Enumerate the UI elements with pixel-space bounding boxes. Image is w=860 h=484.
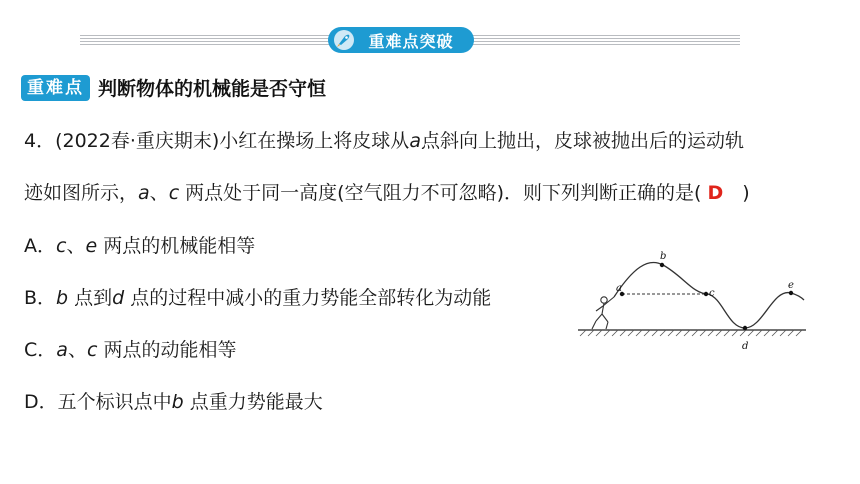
point-d-label: d bbox=[742, 341, 749, 352]
topic-heading bbox=[21, 74, 326, 101]
point-b-label: b bbox=[660, 251, 667, 262]
question-line-1: 4．(2022春·重庆期末)小红在操场上将皮球从a点斜向上抛出，皮球被抛出后的运动轨 bbox=[24, 130, 744, 152]
topic-tag: 重难点 bbox=[21, 75, 90, 101]
option-b: B．b 点到d 点的过程中减小的重力势能全部转化为动能 bbox=[24, 287, 492, 309]
point-e-dot bbox=[789, 291, 793, 295]
point-c-dot bbox=[704, 292, 708, 296]
point-c-label: c bbox=[709, 288, 715, 299]
ground-hatching bbox=[580, 330, 802, 336]
answer-mark: D bbox=[707, 182, 724, 204]
point-b-dot bbox=[660, 263, 664, 267]
topic-title: 判断物体的机械能是否守恒 bbox=[98, 78, 327, 100]
option-a: A．c、e 两点的机械能相等 bbox=[24, 235, 256, 257]
question-line-2: 迹如图所示，a、c 两点处于同一高度(空气阻力不可忽略)．则下列判断正确的是( D ) bbox=[24, 182, 750, 204]
thrower-figure bbox=[592, 297, 614, 329]
trajectory-figure bbox=[578, 248, 806, 358]
section-title: 重难点突破 bbox=[368, 31, 454, 51]
section-badge bbox=[328, 27, 474, 53]
point-d-dot bbox=[743, 326, 747, 330]
point-e-label: e bbox=[788, 280, 794, 291]
rocket-icon bbox=[332, 28, 356, 52]
option-d: D．五个标识点中b 点重力势能最大 bbox=[24, 391, 323, 413]
point-a-label: a bbox=[616, 283, 622, 294]
option-c: C．a、c 两点的动能相等 bbox=[24, 339, 237, 361]
